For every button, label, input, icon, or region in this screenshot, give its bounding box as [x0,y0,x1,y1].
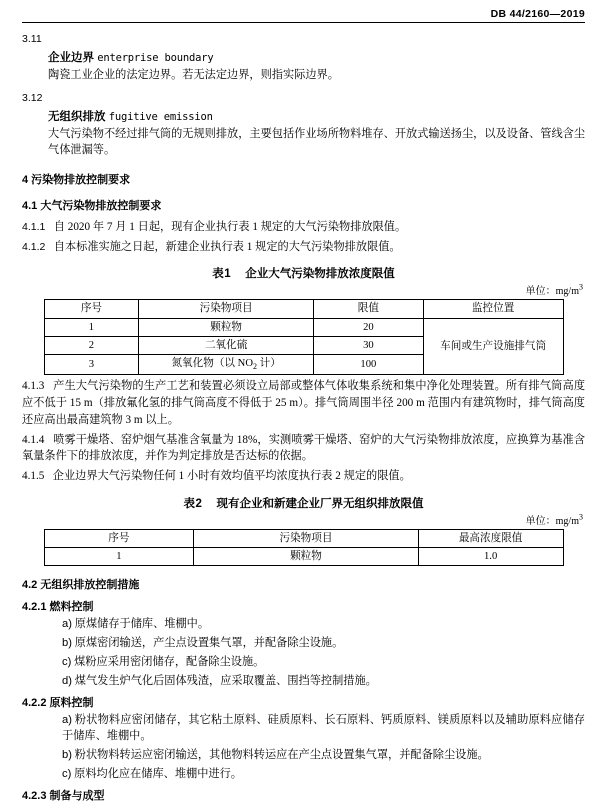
clause-4-1-5-text: 企业边界大气污染物任何 1 小时有效均值平均浓度执行表 2 规定的限值。 [52,470,411,483]
table1-r1-limit: 20 [313,318,423,336]
table2-col-limit: 最高浓度限值 [418,529,563,547]
table1-col-limit: 限值 [313,300,423,318]
table2-header-row [44,529,563,547]
table1-r1-no: 1 [44,318,139,336]
clause-4-1-3 [22,378,585,428]
table1-r2-limit: 30 [313,336,423,354]
clause-4-1-1-number: 4.1.1 [22,220,46,233]
list-item [62,747,585,764]
table2-r1-limit: 1.0 [418,548,563,566]
term-en-3-12: fugitive emission [108,111,213,124]
clause-4-1-1-text: 自 2020 年 7 月 1 日起，现有企业执行表 1 规定的大气污染物排放限值。 [53,220,407,233]
table2-title: 现有企业和新建企业厂界无组织排放限值 [216,497,424,510]
clause-4-1-2-text: 自本标准实施之日起，新建企业执行表 1 规定的大气污染物排放限值。 [53,240,401,253]
table1-title: 企业大气污染物排放浓度限值 [245,268,395,281]
term-zh-3-11: 企业边界 [48,52,94,64]
material-item-a-label: a) [62,713,72,726]
table1-r3-no: 3 [44,355,139,375]
clause-4-1-1 [22,219,585,236]
clause-4-1-5 [22,468,585,485]
list-item [62,654,585,671]
section-heading-4-1: 4.1 大气污染物排放控制要求 [22,199,162,212]
term-heading-3-11 [48,49,585,65]
table2-r1-no: 1 [44,548,194,566]
term-definition-3-12: 大气污染物不经过排气筒的无规则排放，主要包括作业场所物料堆存、开放式输送扬尘，以及设备、管线含尘气体泄漏等。 [48,128,586,157]
clause-4-1-3-number: 4.1.3 [22,380,45,393]
table1-r3-limit: 100 [313,355,423,375]
table2-label: 表2 [183,497,203,510]
term-zh-3-12: 无组织排放 [48,111,106,124]
table1-col-no: 序号 [44,300,139,318]
material-item-c-label: c) [62,767,72,780]
fuel-item-c-text: 煤粉应采用密闭储存，配备除尘设施。 [74,655,265,668]
table1-col-item: 污染物项目 [139,300,314,318]
table2-caption [22,495,585,511]
clause-4-1-2-number: 4.1.2 [22,240,46,253]
fuel-item-a-label: a) [62,618,72,631]
term-definition-3-11: 陶瓷工业企业的法定边界。若无法定边界，则指实际边界。 [48,69,339,81]
table-row [44,548,563,566]
section-heading-4-2: 4.2 无组织排放控制措施 [22,579,140,592]
clause-4-1-3-text: 产生大气污染物的生产工艺和装置必须设立局部或整体气体收集系统和集中净化处理装置。所有排气筒高度应不低于 15 m（排放氟化氢的排气筒高度不得低于 25 m）。排气筒周围半径 200 m 范围内有建筑物时，排气筒高度还应高出最高建筑物 3 m 以上。 [22,380,586,426]
clause-4-1-4 [22,432,585,466]
table1-r2-item: 二氧化硫 [139,336,314,354]
clause-number-3-12: 3.12 [22,92,43,105]
material-item-a-text: 粉状物料应密闭储存，其它粘土原料、硅质原料、长石原料、钙质原料、镁质原料以及辅助原料应储存于储库、堆棚中。 [62,713,585,743]
table1-unit: 单位：$mg/m^3$ [525,282,583,298]
section-heading-4-2-1: 4.2.1 燃料控制 [22,601,94,614]
fuel-item-a-text: 原煤储存于储库、堆棚中。 [74,618,210,631]
list-item [62,712,585,746]
section-heading-4-2-2: 4.2.2 原料控制 [22,696,94,709]
clause-4-1-4-text: 喷雾干燥塔、窑炉烟气基准含氧量为 18%，实测喷雾干燥塔、窑炉的大气污染物排放浓度，应换算为基准含氧量条件下的排放浓度，并作为判定排放是否达标的依据。 [22,433,586,463]
table1-header-row [44,300,563,318]
material-item-b-text: 粉状物料转运应密闭输送，其他物料转运应在产尘点设置集气罩，并配备除尘设施。 [74,749,489,762]
table2 [44,529,564,566]
term-heading-3-12 [48,108,585,124]
table1-r1-item: 颗粒物 [139,318,314,336]
header-divider [22,22,585,23]
clause-4-1-4-number: 4.1.4 [22,433,45,446]
page-header: DB 44/2160—2019 [490,8,585,20]
list-item [62,616,585,633]
table1-r3-item: 氮氧化物（以 $NO_2$ 计） [139,355,314,375]
fuel-item-d-label: d) [62,674,72,687]
fuel-item-d-text: 煤气发生炉气化后固体残渣，应采取覆盖、围挡等控制措施。 [74,674,377,687]
fuel-item-c-label: c) [62,655,72,668]
table2-col-item: 污染物项目 [194,529,419,547]
material-item-b-label: b) [62,749,72,762]
table1-label: 表1 [212,268,232,281]
table1-col-position: 监控位置 [423,300,563,318]
list-item [62,673,585,690]
table1-r2-no: 2 [44,336,139,354]
material-item-c-text: 原料均化应在储库、堆棚中进行。 [74,767,242,780]
table2-r1-item: 颗粒物 [194,548,419,566]
table-row [44,318,563,336]
section-heading-4: 4 污染物排放控制要求 [22,173,131,186]
list-item [62,766,585,783]
section-heading-4-2-3: 4.2.3 制备与成型 [22,789,105,802]
table2-unit: 单位：$mg/m^3$ [525,512,583,527]
table2-col-no: 序号 [44,529,194,547]
fuel-item-b-label: b) [62,637,72,650]
clause-4-1-2 [22,239,585,256]
table1-caption [22,265,585,281]
term-en-3-11: enterprise boundary [97,52,214,64]
clause-4-1-5-number: 4.1.5 [22,470,45,483]
clause-number-3-11: 3.11 [22,33,42,45]
list-item [62,635,585,652]
fuel-item-b-text: 原煤密闭输送，产尘点设置集气罩，并配备除尘设施。 [74,637,344,650]
table1 [44,299,564,375]
table1-monitor-position: 车间或生产设施排气筒 [423,318,563,375]
